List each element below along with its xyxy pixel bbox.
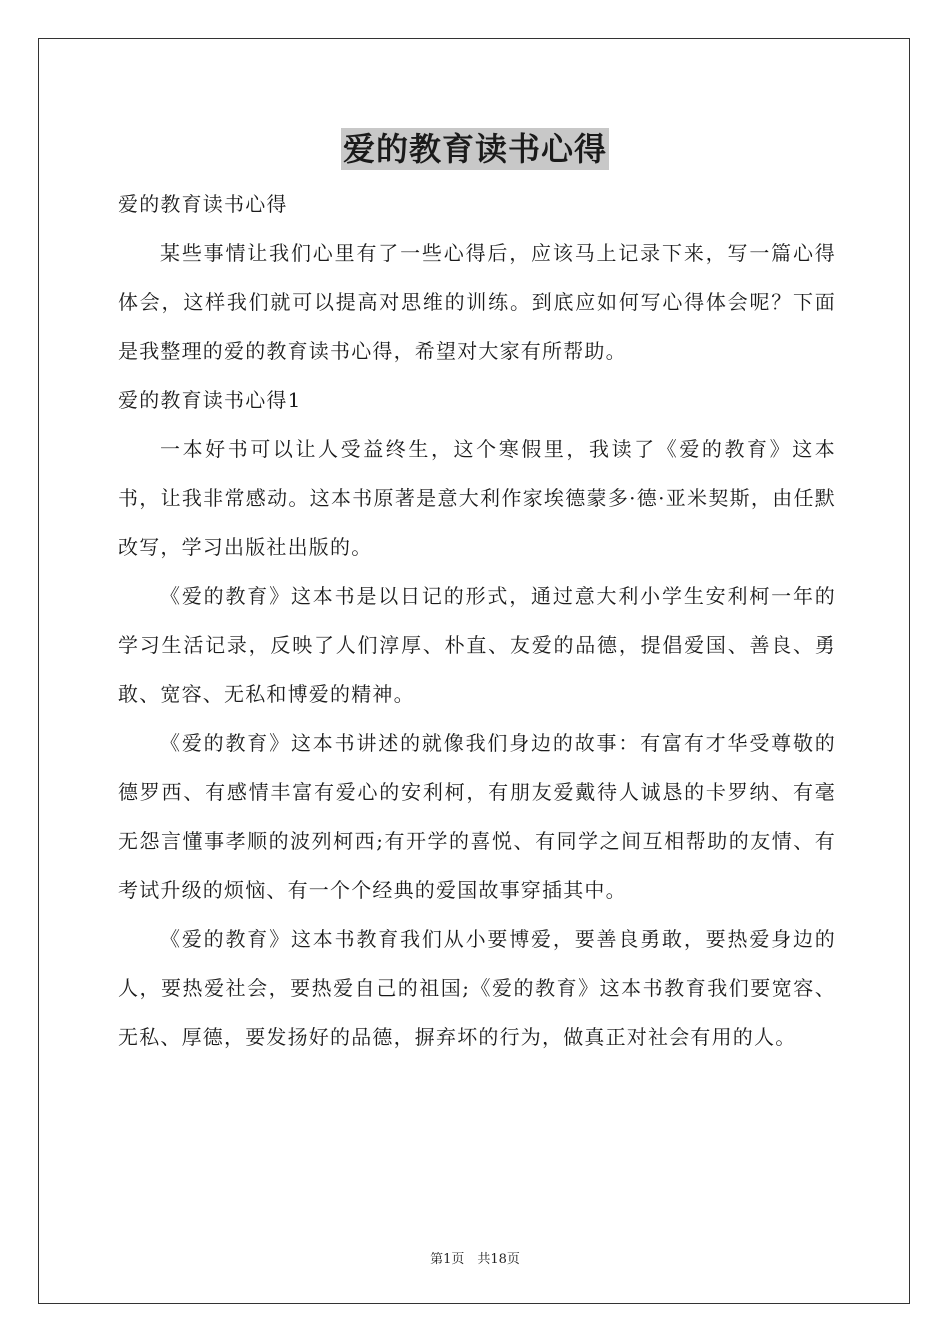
paragraph-body: 《爱的教育》这本书教育我们从小要博爱，要善良勇敢，要热爱身边的人，要热爱社会，要热爱自己的祖国;《爱的教育》这本书教育我们要宽容、无私、厚德，要发扬好的品德，摒弃坏的行为，做真正对社会有用的人。 [118, 927, 836, 1049]
paragraph-subtitle: 爱的教育读书心得 [118, 192, 288, 216]
paragraph-body: 《爱的教育》这本书讲述的就像我们身边的故事：有富有才华受尊敬的德罗西、有感情丰富有爱心的安利柯，有朋友爱戴待人诚恳的卡罗纳、有毫无怨言懂事孝顺的波列柯西;有开学的喜悦、有同学之间互相帮助的友情、有考试升级的烦恼、有一个个经典的爱国故事穿插其中。 [118, 731, 836, 902]
paragraph-intro: 某些事情让我们心里有了一些心得后，应该马上记录下来，写一篇心得体会，这样我们就可以提高对思维的训练。到底应如何写心得体会呢？下面是我整理的爱的教育读书心得，希望对大家有所帮助。 [118, 241, 836, 363]
paragraph-body: 一本好书可以让人受益终生，这个寒假里，我读了《爱的教育》这本书，让我非常感动。这本书原著是意大利作家埃德蒙多·德·亚米契斯，由任默改写，学习出版社出版的。 [118, 437, 836, 559]
page-number-footer: 第1页 共18页 [430, 1252, 520, 1267]
paragraph-section-heading: 爱的教育读书心得1 [118, 388, 302, 412]
document-title: 爱的教育读书心得 [342, 130, 607, 168]
paragraph-body: 《爱的教育》这本书是以日记的形式，通过意大利小学生安利柯一年的学习生活记录，反映了人们淳厚、朴直、友爱的品德，提倡爱国、善良、勇敢、宽容、无私和博爱的精神。 [118, 584, 836, 706]
title-container [0, 128, 950, 170]
document-body [118, 180, 836, 1062]
